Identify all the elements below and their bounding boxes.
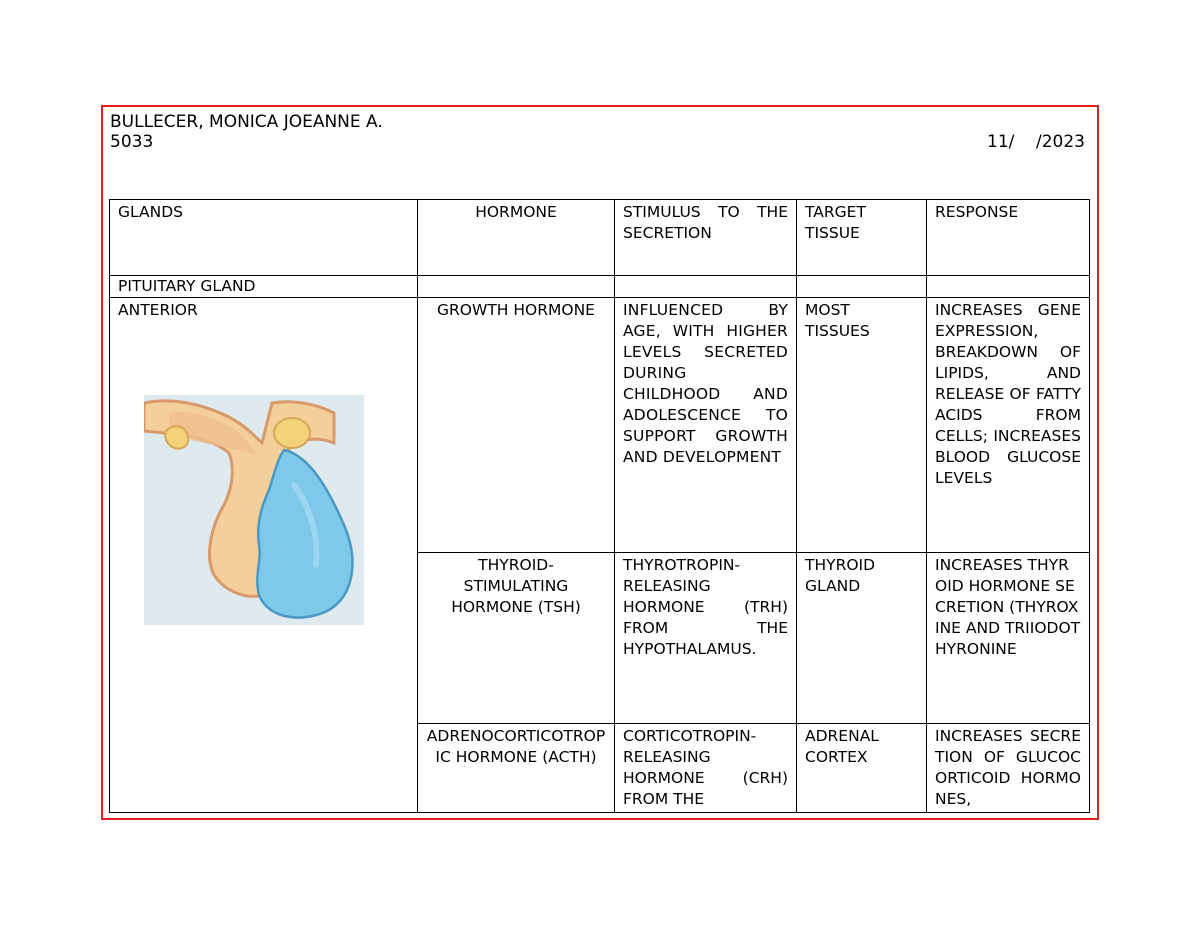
empty-cell [615, 276, 797, 298]
pituitary-gland-illustration [144, 395, 364, 625]
hormone-cell: ADRENOCORTICOTROPIC HORMONE (ACTH) [418, 723, 615, 812]
target-cell: MOST TISSUES [797, 298, 927, 553]
endocrine-table [109, 199, 1090, 813]
subsection-cell [110, 298, 418, 813]
student-id: 5033 [110, 132, 154, 152]
stimulus-cell: THYROTROPIN-RELEASING HORMONE (TRH) FROM THE HYPOTHALAMUS. [615, 552, 797, 723]
stimulus-cell: INFLUENCED BY AGE, WITH HIGHER LEVELS SECRETED DURING CHILDHOOD AND ADOLESCENCE TO SUPPORT GROWTH AND DEVELOPMENT [615, 298, 797, 553]
section-label: PITUITARY GLAND [110, 276, 418, 298]
table-header-row [110, 200, 1090, 276]
response-cell: INCREASES SECRETION OF GLUCOCORTICOID HORMONES, [927, 723, 1090, 812]
section-row [110, 276, 1090, 298]
table-row [110, 298, 1090, 553]
student-name: BULLECER, MONICA JOEANNE A. [110, 112, 383, 132]
header-glands: GLANDS [110, 200, 418, 276]
header-target: TARGET TISSUE [797, 200, 927, 276]
stimulus-cell: CORTICOTROPIN-RELEASING HORMONE (CRH) FROM THE [615, 723, 797, 812]
response-cell: INCREASES GENE EXPRESSION, BREAKDOWN OF LIPIDS, AND RELEASE OF FATTY ACIDS FROM CELLS; INCREASES BLOOD GLUCOSE LEVELS [927, 298, 1090, 553]
empty-cell [927, 276, 1090, 298]
response-cell: INCREASES THYROID HORMONE SECRETION (THYROXINE AND TRIIODOTHYRONINE [927, 552, 1090, 723]
empty-cell [418, 276, 615, 298]
header-hormone: HORMONE [418, 200, 615, 276]
hormone-cell: THYROID-STIMULATING HORMONE (TSH) [418, 552, 615, 723]
target-cell: ADRENAL CORTEX [797, 723, 927, 812]
target-cell: THYROID GLAND [797, 552, 927, 723]
subsection-label: ANTERIOR [118, 301, 198, 319]
header-stimulus: STIMULUS TO THE SECRETION [615, 200, 797, 276]
date: 11/ /2023 [987, 132, 1085, 152]
empty-cell [797, 276, 927, 298]
hormone-cell: GROWTH HORMONE [418, 298, 615, 553]
header-response: RESPONSE [927, 200, 1090, 276]
